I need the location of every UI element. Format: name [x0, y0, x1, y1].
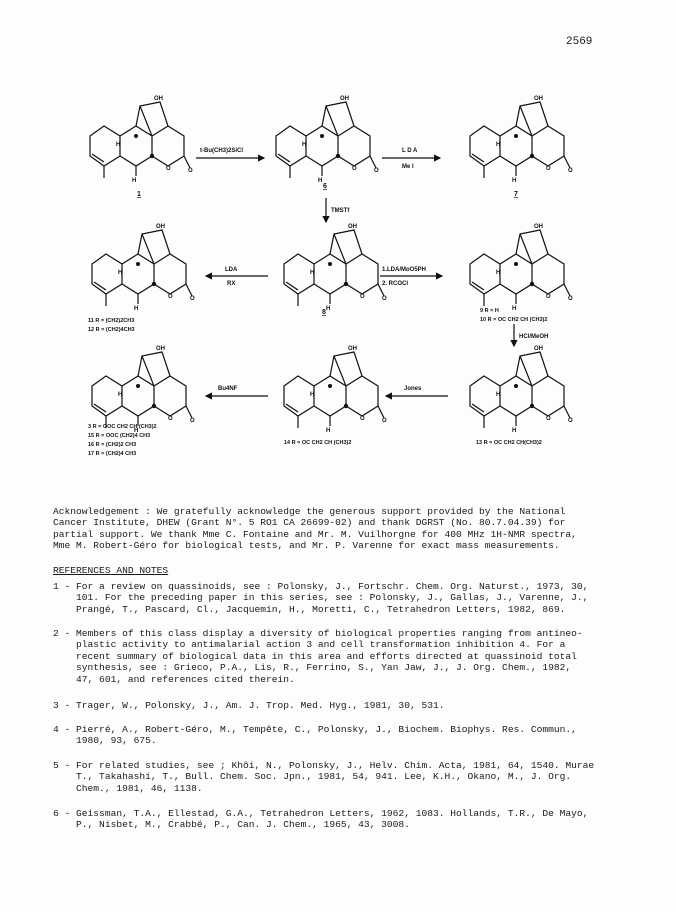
reagent-jones: Jones [404, 386, 422, 392]
reference-2 [53, 628, 583, 685]
ref-line: synthesis, see : Grieco, P.A., Lis, R., Ferrino, S., Yan Jaw, J., J. Org. Chem., 1982, [53, 662, 572, 674]
ref-line: 6 - Geissman, T.A., Ellestad, G.A., Tetrahedron Letters, 1962, 1083. Hollands, T.R., De Mayo, [53, 808, 589, 819]
reference-5 [53, 760, 594, 794]
reference-6 [53, 808, 588, 831]
ref-line: Chem., 1981, 46, 1138. [53, 782, 203, 794]
compound-3-label: 3 R = OOC CH2 CH (CH3)2 [88, 424, 157, 430]
compound-8-structure [284, 224, 387, 312]
reagent-tmstf: TMSTf [331, 208, 350, 214]
compound-15-label: 15 R = OOC (CH2)4 CH3 [88, 433, 151, 439]
ref-line: P., Nisbet, M., Crabbé, P., Can. J. Chem., 1965, 43, 3008. [53, 819, 410, 831]
reagent-rx: RX [227, 281, 236, 287]
ref-line: Prangé, T., Pascard, Cl., Jacquemin, H., Moretti, C., Tetrahedron Letters, 1982, 869. [53, 603, 566, 615]
reagent-lda-moooph: 1.LDA/MoO5PH [382, 267, 427, 273]
ref-line: 1980, 93, 675. [53, 735, 157, 747]
compound-1-label: 1 [137, 191, 141, 198]
reagent-lda: L D A [402, 148, 418, 154]
compound-11-structure [92, 224, 195, 312]
compound-6-structure [276, 96, 379, 184]
ref-line: 1 - For a review on quassinoids, see : Polonsky, J., Fortschr. Chem. Org. Naturst., 1973, 30, [53, 581, 589, 592]
ref-line: 4 - Pierré, A., Robert-Géro, M., Tempête, C., Polonsky, J., Biochem. Biophys. Res. Commun., [53, 724, 577, 735]
compound-12-label: 12 R = (CH2)4CH3 [88, 327, 135, 333]
ack-line: Mme M. Robert-Géro for biological tests, and Mr. P. Varenne for exact mass measurements. [53, 540, 560, 552]
reagent-lda-2: LDA [225, 267, 238, 273]
ref-line: 3 - Trager, W., Polonsky, J., Am. J. Trop. Med. Hyg., 1981, 30, 531. [53, 700, 445, 711]
compound-3-structure [92, 346, 195, 434]
ref-line: 2 - Members of this class display a diversity of biological properties ranging from antineo- [53, 628, 583, 639]
compound-1-structure [90, 96, 193, 184]
compound-7-label: 7 [514, 191, 518, 198]
reagent-tbs: t-Bu(CH3)2SiCl [200, 148, 243, 154]
references-heading: REFERENCES AND NOTES [53, 565, 169, 576]
reagent-rcocl: 2. RCOCl [382, 281, 409, 287]
compound-7-structure [470, 96, 573, 184]
ref-line: 101. For the preceding paper in this series, see : Polonsky, J., Gallas, J., Varenne, J., [53, 592, 589, 604]
compound-8-label: 8 [322, 309, 326, 316]
reference-3 [53, 700, 445, 711]
ack-line: Acknowledgement : We gratefully acknowledge the generous support provided by the National [53, 506, 566, 517]
compound-9-10-structure [470, 224, 573, 312]
ref-line: T., Takahashi, T., Bull. Chem. Soc. Jpn., 1981, 54, 941. Lee, K.H., Okano, M., J. Org. [53, 771, 572, 783]
ref-line: 47, 601, and references cited therein. [53, 673, 295, 685]
reference-1 [53, 581, 588, 615]
page-number: 2569 [566, 36, 593, 48]
reaction-scheme: O O H H 1 t-Bu(CH3)2SiCl 6 L D A Me I 7 TMSTf 11 R = (CH2)2CH3 12 R = (CH2)4CH3 LDA RX 8 1.LDA/MoO5PH 2. RCOCl 9 R = H 10 R = OC CH2 CH (CH3)2 HCl/MeOH 3 R = OOC CH2 CH (CH3)2 15 R = OOC (CH2)4 CH3 16 R = (CH2)2 CH3 17 R = (CH2)4 CH3 Bu4NF 14 R = OC CH2 CH (CH3)2 Jones 13 R = OC CH2 CH(CH3)2 [0, 0, 676, 480]
compound-13-structure [470, 346, 573, 434]
reagent-mei: Me I [402, 164, 414, 170]
compound-10-label: 10 R = OC CH2 CH (CH3)2 [480, 317, 548, 323]
ref-line: 5 - For related studies, see ; Khôi, N., Polonsky, J., Helv. Chim. Acta, 1981, 64, 1540. Murae [53, 760, 595, 771]
reagent-bu4nf: Bu4NF [218, 386, 238, 392]
compound-9-label: 9 R = H [480, 308, 499, 314]
compound-14-structure [284, 346, 387, 434]
compound-17-label: 17 R = (CH2)4 CH3 [88, 451, 137, 457]
reagent-hcl-meoh: HCl/MeOH [519, 334, 549, 340]
ref-line: plastic activity to antimalarial action 3 and cell transformation inhibition 4. For a [53, 639, 566, 651]
reference-4 [53, 724, 577, 747]
compound-14-label: 14 R = OC CH2 CH (CH3)2 [284, 440, 352, 446]
ref-line: recent summary of biological data in this area and efforts directed at quassinoid total [53, 650, 577, 662]
compound-16-label: 16 R = (CH2)2 CH3 [88, 442, 137, 448]
acknowledgement [53, 506, 638, 552]
ack-line: partial support. We thank Mme C. Fontaine and Mr. M. Vuilhorgne for 400 MHz 1H-NMR spectra, [53, 528, 577, 540]
compound-13-label: 13 R = OC CH2 CH(CH3)2 [476, 440, 542, 446]
ack-line: Cancer Institute, DHEW (Grant N°. 5 RO1 CA 26699-02) and thank DGRST (No. 80.7.04.39) for [53, 517, 566, 529]
compound-6-label: 6 [323, 183, 327, 190]
compound-11-label: 11 R = (CH2)2CH3 [88, 318, 135, 324]
